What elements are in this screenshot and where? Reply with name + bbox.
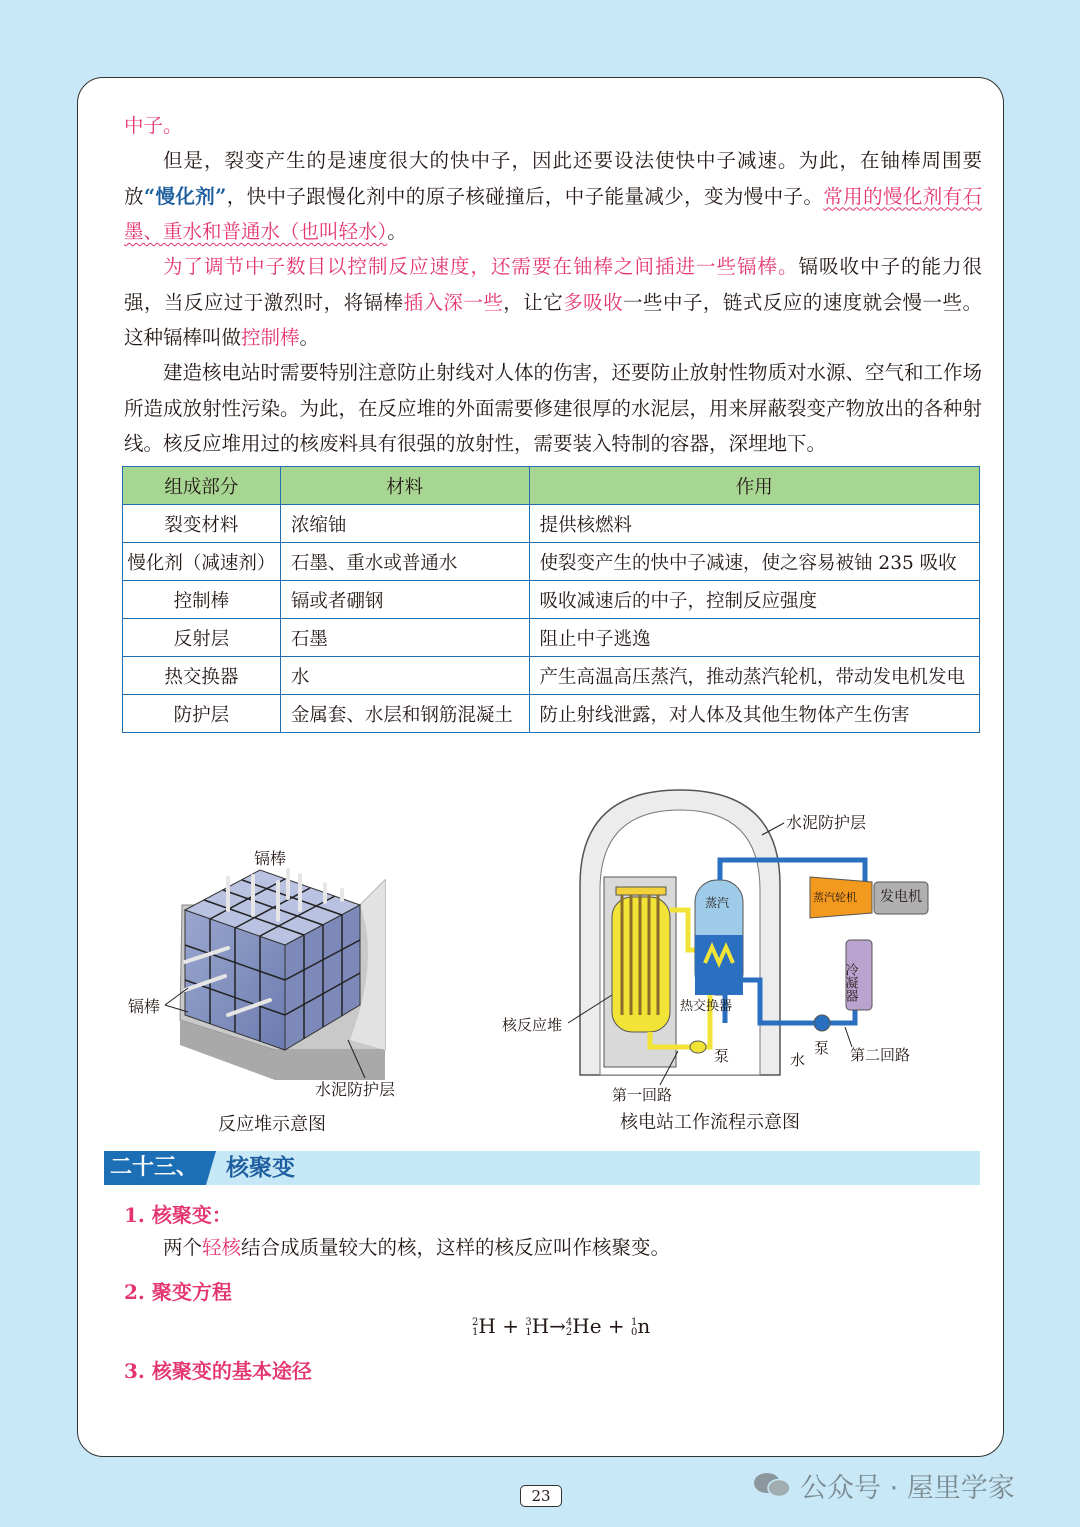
table-cell: 产生高温高压蒸汽，推动蒸汽轮机，带动发电机发电 bbox=[529, 657, 979, 695]
label-loop-1: 第一回路 bbox=[612, 1086, 673, 1104]
label-rods-side: 镉棒 bbox=[128, 997, 161, 1016]
nuclide-a: H bbox=[478, 1314, 496, 1338]
paragraph-1 bbox=[124, 143, 982, 250]
table-cell: 热交换器 bbox=[123, 657, 281, 695]
fusion-equation bbox=[472, 1314, 650, 1338]
plus-sign: + bbox=[502, 1314, 519, 1338]
leader-line bbox=[845, 1027, 852, 1047]
text-fragment: 一些中子，链式反应的速度就会慢一些。这种镉棒叫做 bbox=[124, 290, 982, 349]
pump-2 bbox=[814, 1015, 830, 1031]
table-cell: 慢化剂（减速剂） bbox=[123, 543, 281, 581]
table-row bbox=[123, 619, 980, 657]
label-turbine: 蒸汽轮机 bbox=[813, 891, 857, 904]
table-cell: 吸收减速后的中子，控制反应强度 bbox=[529, 581, 979, 619]
label-loop-2: 第二回路 bbox=[850, 1046, 911, 1064]
item-3-title: 3. 核聚变的基本途径 bbox=[124, 1359, 312, 1383]
label-steam: 蒸汽 bbox=[705, 896, 730, 910]
table-cell: 裂变材料 bbox=[123, 505, 281, 543]
secondary-loop-bottom bbox=[743, 980, 855, 1023]
table-row bbox=[123, 581, 980, 619]
table-row bbox=[123, 657, 980, 695]
label-water: 水 bbox=[790, 1051, 806, 1069]
highlight-moderators: 常用的慢化剂有石墨、重水和普通水（也叫轻水） bbox=[124, 184, 982, 243]
table-row bbox=[123, 543, 980, 581]
text-fragment: 。 bbox=[299, 326, 320, 349]
reactor-cap bbox=[616, 887, 666, 895]
text-fragment: ，快中子跟慢化剂中的原子核碰撞后，中子能量减少，变为慢中子。 bbox=[226, 184, 824, 208]
header-function: 作用 bbox=[529, 467, 979, 505]
text-fragment: 但是，裂变产生的是速度很大的快中子，因此还要设法使快中子减速。为此，在铀棒周围要放 bbox=[124, 149, 982, 208]
atomic-number: 1 bbox=[472, 1326, 479, 1338]
wechat-icon bbox=[752, 1470, 792, 1500]
label-reactor: 核反应堆 bbox=[502, 1016, 563, 1034]
text-fragment: 建造核电站时需要特别注意防止射线对人体的伤害，还要防止放射性物质对水源、空气和工作场所造成放射性污染。为此，在反应堆的外面需要修建很厚的水泥层，用来屏蔽裂变产物放出的各种射线。核反应堆用过的核废料具有很强的放射性，需要装入特制的容器，深埋地下。 bbox=[124, 361, 983, 455]
nuclide-c: He bbox=[572, 1314, 602, 1338]
table-cell: 石墨、重水或普通水 bbox=[280, 543, 529, 581]
table-cell: 镉或者硼钢 bbox=[280, 581, 529, 619]
reactor-diagram bbox=[110, 840, 440, 1105]
atomic-number: 2 bbox=[565, 1326, 573, 1338]
label-condenser: 冷凝器 bbox=[842, 963, 858, 1002]
mass-number: 3 bbox=[525, 1316, 532, 1328]
section-number: 二十三、 bbox=[104, 1151, 206, 1185]
table-cell: 水 bbox=[280, 657, 529, 695]
text-fragment: 。 bbox=[387, 220, 407, 243]
paragraph-0 bbox=[124, 108, 982, 144]
text-fragment: 镉吸收中子的能力很强，当反应过于激烈时，将镉棒 bbox=[124, 255, 982, 314]
pump-1 bbox=[690, 1041, 706, 1053]
item-2-title: 2. 聚变方程 bbox=[124, 1280, 232, 1304]
label-generator: 发电机 bbox=[880, 889, 922, 905]
nuclide-d: n bbox=[637, 1314, 651, 1338]
label-pump-1: 泵 bbox=[714, 1047, 730, 1065]
label-pump-2: 泵 bbox=[814, 1039, 830, 1057]
term-light-nuclei: 轻核 bbox=[202, 1236, 242, 1259]
atomic-number: 1 bbox=[525, 1326, 532, 1338]
components-table bbox=[122, 466, 980, 733]
power-plant-diagram bbox=[500, 785, 940, 1110]
header-component: 组成部分 bbox=[123, 467, 281, 505]
mass-number: 4 bbox=[565, 1316, 573, 1328]
table-cell: 控制棒 bbox=[123, 581, 281, 619]
paragraph-3 bbox=[124, 355, 982, 462]
atomic-number: 0 bbox=[631, 1326, 638, 1338]
section-title: 核聚变 bbox=[226, 1155, 295, 1181]
mass-number: 2 bbox=[472, 1316, 479, 1328]
item-1-text bbox=[124, 1230, 982, 1266]
caption-right: 核电站工作流程示意图 bbox=[620, 1112, 800, 1133]
item-1-title: 1. 核聚变： bbox=[124, 1203, 232, 1227]
table-cell: 浓缩铀 bbox=[280, 505, 529, 543]
table-cell: 阻止中子逃逸 bbox=[529, 619, 979, 657]
table-cell: 防止射线泄露，对人体及其他生物体产生伤害 bbox=[529, 695, 979, 733]
mass-number: 1 bbox=[631, 1316, 638, 1328]
label-shield: 水泥防护层 bbox=[786, 813, 867, 832]
table-header-row bbox=[123, 467, 980, 505]
section-header bbox=[104, 1151, 980, 1185]
text-fragment: 两个 bbox=[163, 1236, 203, 1259]
caption-left: 反应堆示意图 bbox=[218, 1114, 326, 1135]
table-cell: 提供核燃料 bbox=[529, 505, 979, 543]
highlight-absorb-more: 多吸收 bbox=[563, 290, 624, 314]
plus-sign: + bbox=[607, 1314, 625, 1338]
text-fragment: 中子。 bbox=[124, 114, 183, 137]
table-row bbox=[123, 505, 980, 543]
table-cell: 使裂变产生的快中子减速，使之容易被铀 235 吸收 bbox=[529, 543, 979, 581]
label-exchanger: 热交换器 bbox=[680, 999, 733, 1014]
page-number: 23 bbox=[520, 1485, 562, 1507]
paragraph-2 bbox=[124, 249, 982, 356]
table-row bbox=[123, 695, 980, 733]
text-fragment: 结合成质量较大的核，这样的核反应叫作核聚变。 bbox=[241, 1236, 671, 1259]
label-shield: 水泥防护层 bbox=[315, 1080, 396, 1099]
label-rods-top: 镉棒 bbox=[254, 849, 287, 868]
header-material: 材料 bbox=[280, 467, 529, 505]
text-fragment: ，让它 bbox=[503, 290, 564, 314]
arrow: → bbox=[549, 1314, 566, 1338]
nuclide-b: H bbox=[531, 1314, 550, 1338]
watermark: 公众号 · 屋里学家 bbox=[800, 1473, 1015, 1504]
text-fragment: 为了调节中子数目以控制反应速度，还需要在铀棒之间插进一些镉棒。 bbox=[163, 255, 799, 278]
term-moderator: “慢化剂” bbox=[143, 184, 227, 208]
table-cell: 反射层 bbox=[123, 619, 281, 657]
table-cell: 金属套、水层和钢筋混凝土 bbox=[280, 695, 529, 733]
table-cell: 防护层 bbox=[123, 695, 281, 733]
term-control-rod: 控制棒 bbox=[241, 326, 300, 349]
table-cell: 石墨 bbox=[280, 619, 529, 657]
highlight-insert-deeper: 插入深一些 bbox=[403, 290, 504, 314]
